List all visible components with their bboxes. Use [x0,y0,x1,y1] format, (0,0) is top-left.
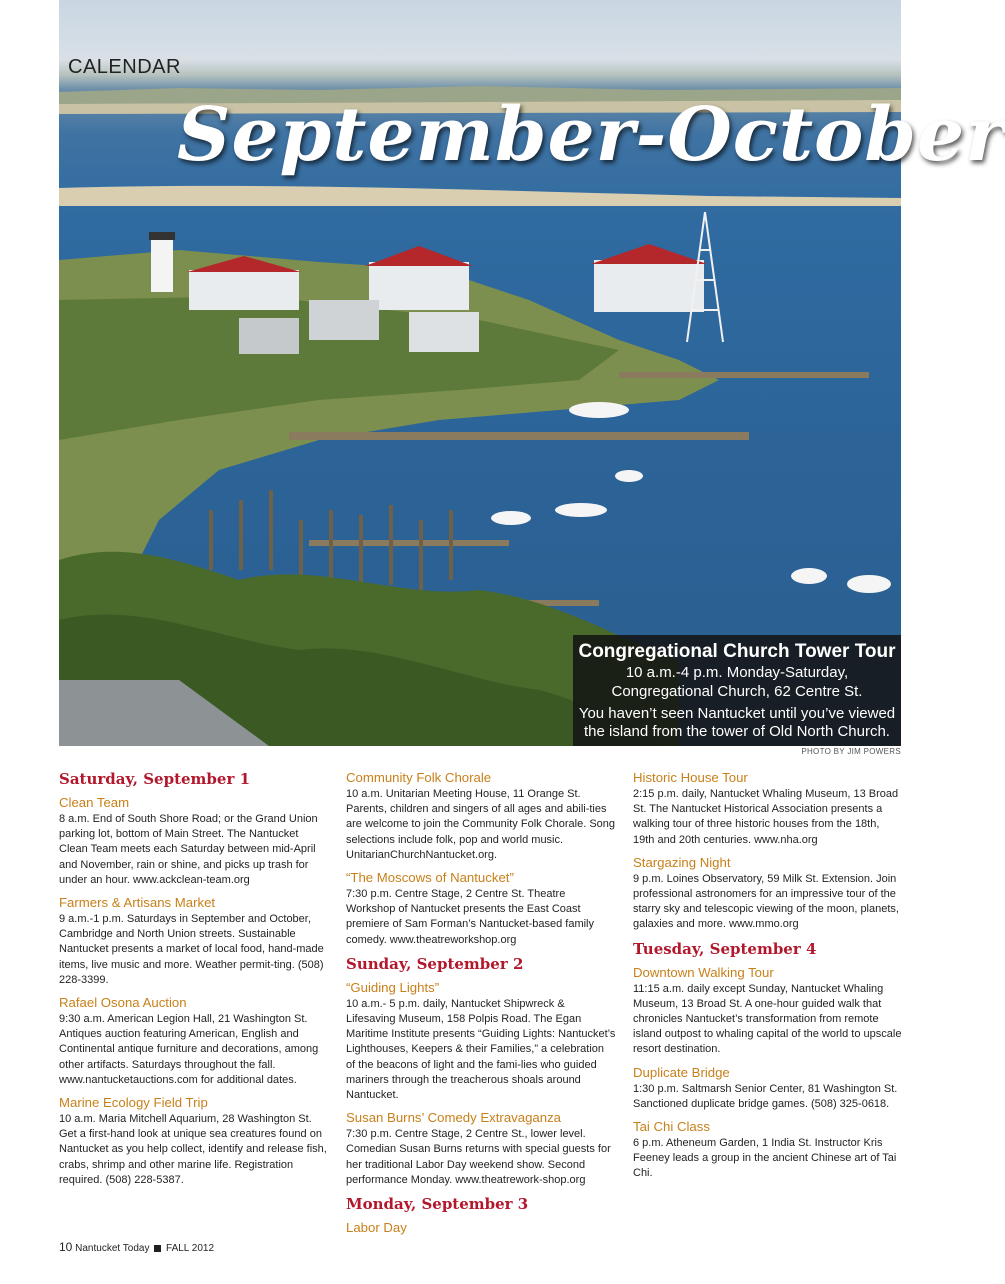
day-heading: Saturday, September 1 [59,770,251,788]
event-title: Tai Chi Class [633,1119,710,1135]
publication-name: Nantucket Today [75,1243,150,1254]
event-description: 7:30 p.m. Centre Stage, 2 Centre St., lower level. Comedian Susan Burns returns with special guests for her traditional Labor Day weekend show. Second performance Monday. www.theatrework-shop.org [346,1128,611,1186]
event-description: 2:15 p.m. daily, Nantucket Whaling Museum, 13 Broad St. The Nantucket Historical Association presents a walking tour of three historic houses from the 18th, 19th and 20th centuries. www.nha.org [633,788,899,846]
calendar-column-1 [59,768,329,1193]
page-title: September-October [177,92,1005,178]
event-title: “Guiding Lights” [346,979,440,995]
boats [491,402,891,593]
event-description: 1:30 p.m. Saltmarsh Senior Center, 81 Washington St. Sanctioned duplicate bridge games. (508) 325-0618. [633,1082,898,1110]
event-title: Historic House Tour [633,770,748,785]
event-title: Duplicate Bridge [633,1064,730,1080]
event-title: Downtown Walking Tour [633,964,774,980]
featured-event-box [573,635,901,746]
event-description: 10 a.m. Maria Mitchell Aquarium, 28 Washington St. Get a first-hand look at unique sea creatures found on Nantucket as you help collect, identify and release fish, crabs, shrimp and other marine life. Registration required. (508) 228-5387. [59,1113,327,1186]
event-description: 11:15 a.m. daily except Sunday, Nantucket Whaling Museum, 13 Broad St. A one-hour guided walk that chronicles Nantucket’s transformation from remote island outpost to whaling capital of the world to upscale resort destination. [633,982,902,1056]
featured-event-title: Congregational Church Tower Tour [578,641,896,662]
event-title: Farmers & Artisans Market [59,895,216,911]
event-description: 9 a.m.-1 p.m. Saturdays in September and October, Cambridge and North Union streets. Sustainable Nantucket presents a market of local food, hand-made items, live music and more. Weather permit-ting. (508) 228-3399. [59,913,324,986]
issue-label: FALL 2012 [166,1243,215,1254]
page-footer [59,1240,214,1254]
featured-event-time: 10 a.m.-4 p.m. Monday-Saturday, [625,664,849,681]
event-title: Marine Ecology Field Trip [59,1095,208,1111]
featured-event-description: You haven’t seen Nantucket until you’ve viewed the island from the tower of Old North Church. [578,705,896,740]
featured-event-location: Congregational Church, 62 Centre St. [611,683,863,700]
event-description: 9:30 a.m. American Legion Hall, 21 Washington St. Antiques auction featuring American, English and Continental antique furniture and decorations, among other artifacts. Saturdays throughout the fall. www.nantucketauctions.com for additional dates. [59,1013,319,1086]
event-title: Community Folk Chorale [346,770,492,785]
event-title: Clean Team [59,795,130,810]
page-number: 10 [59,1240,73,1254]
event-description: 10 a.m. Unitarian Meeting House, 11 Orange St. Parents, children and singers of all ages and abili-ties are welcome to join the Community Folk Chorale. Song selections include folk, pop and world music. UnitarianChurchNantucket.org. [346,788,616,861]
photo-credit: PHOTO BY JIM POWERS [801,747,901,756]
day-heading: Monday, September 3 [346,1195,529,1214]
event-title: Labor Day [346,1220,407,1236]
calendar-column-2 [346,768,616,1237]
event-title: “The Moscows of Nantucket” [346,870,514,886]
event-title: Rafael Osona Auction [59,995,187,1011]
event-description: 9 p.m. Loines Observatory, 59 Milk St. Extension. Join professional astronomers for an impressive tour of the starry sky and telescopic viewing of the moon, planets, galaxies and more. www.mmo.org [633,872,899,931]
event-title: Susan Burns’ Comedy Extravaganza [346,1110,562,1126]
day-heading: Tuesday, September 4 [633,939,817,958]
event-description: 8 a.m. End of South Shore Road; or the Grand Union parking lot, bottom of Main Street. The Nantucket Clean Team meets each Saturday between mid-April and November, rain or shine, and picks up trash for under an hour. www.ackclean-team.org [59,813,318,886]
square-separator-icon [154,1245,161,1252]
event-title: Stargazing Night [633,854,731,870]
hero-photo [59,0,1005,746]
calendar-column-3 [633,768,903,1187]
event-description: 10 a.m.- 5 p.m. daily, Nantucket Shipwreck & Lifesaving Museum, 158 Polpis Road. The Egan Maritime Institute presents “Guiding Lights: Nantucket’s Lighthouses, Keepers & their Families,” a celebration of the beacons of light and the fami-lies who guided mariners through the treacherous shoals around Nantucket. [346,997,616,1102]
section-label: CALENDAR [68,56,181,78]
day-heading: Sunday, September 2 [346,954,524,973]
event-description: 7:30 p.m. Centre Stage, 2 Centre St. Theatre Workshop of Nantucket presents the East Coast premiere of Sam Forman’s Nantucket-based family comedy. www.theatreworkshop.org [346,888,595,946]
event-description: 6 p.m. Atheneum Garden, 1 India St. Instructor Kris Feeney leads a group in the ancient Chinese art of Tai Chi. [633,1137,897,1180]
